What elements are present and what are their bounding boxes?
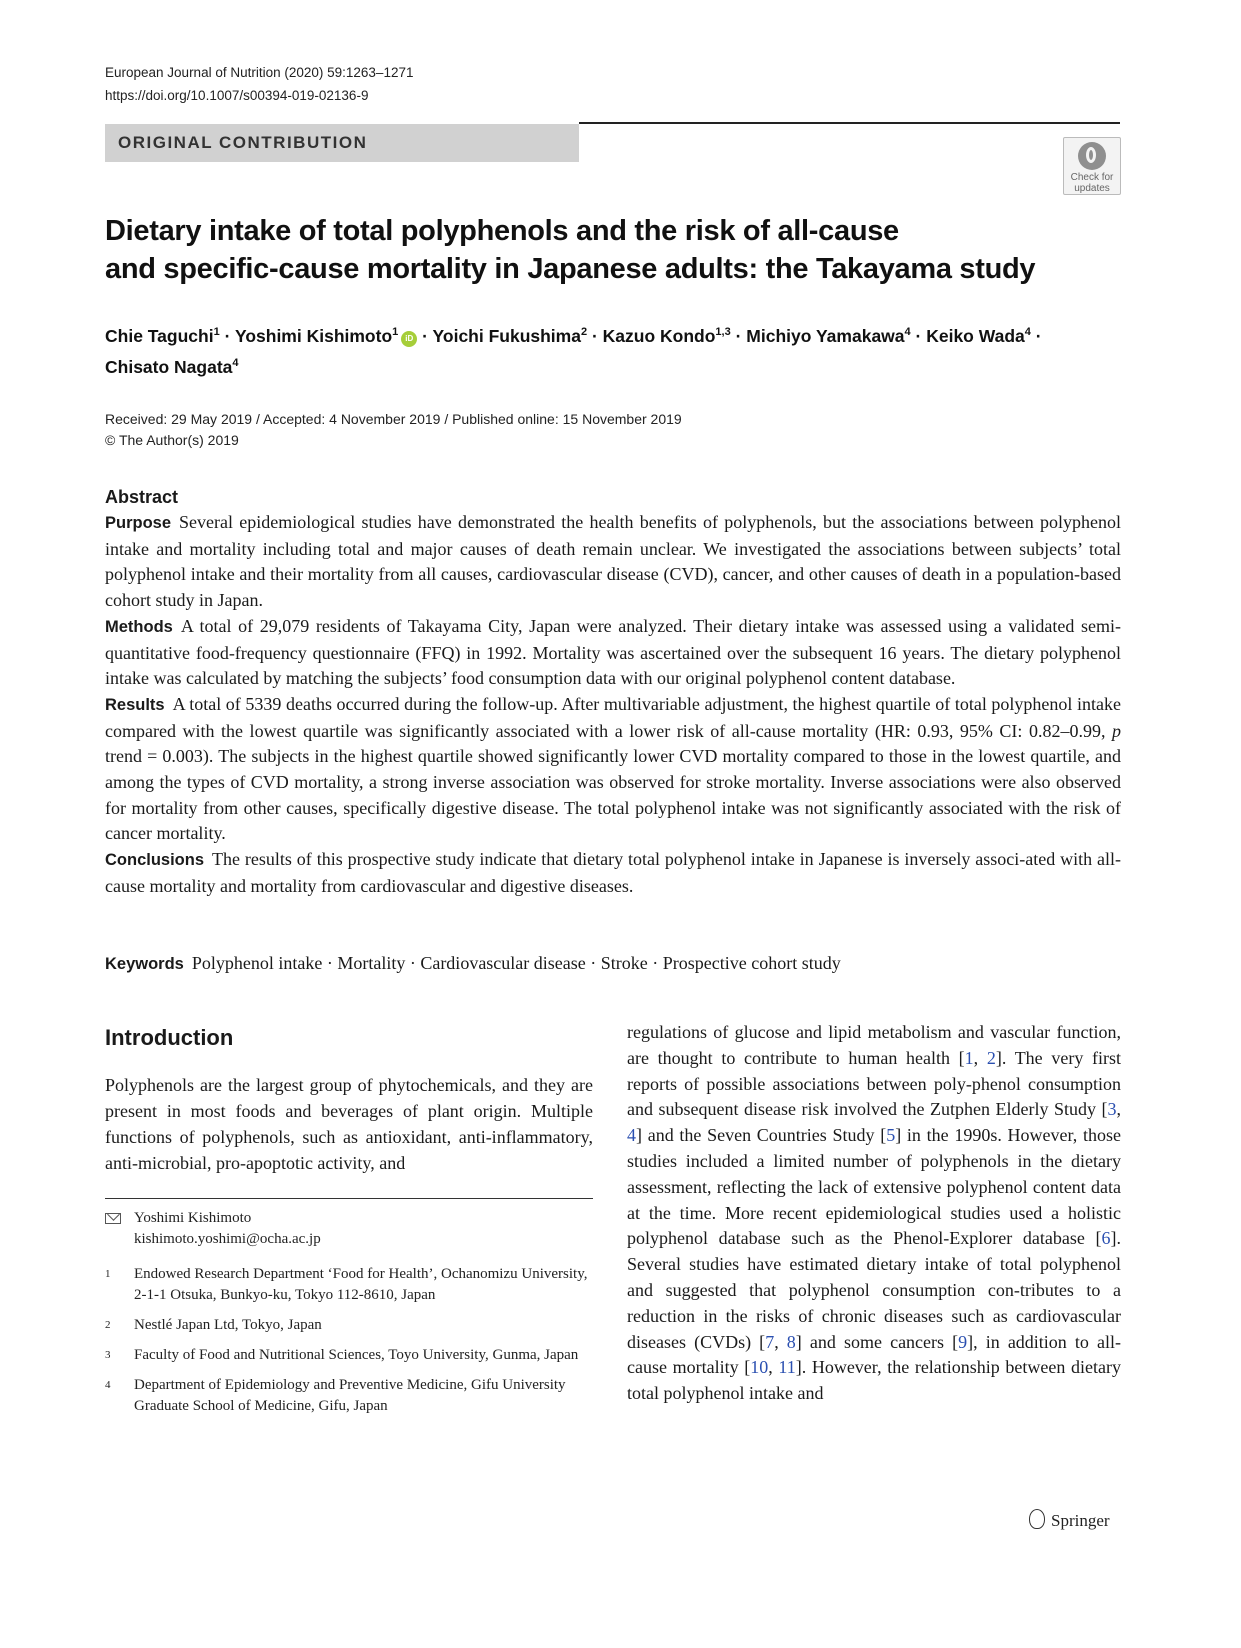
author-affiliation: 4 [232, 356, 239, 369]
intro-text: ], in addition to all-cause mortality [ [627, 1331, 1121, 1378]
intro-right-column [627, 1020, 1121, 1407]
footnotes [105, 1208, 593, 1426]
check-for-updates-icon [1078, 142, 1106, 170]
author-name[interactable]: Yoshimi Kishimoto [234, 325, 393, 346]
author-affiliation: 4 [1024, 326, 1031, 338]
conclusions-label: Conclusions [105, 851, 205, 870]
doi-link[interactable]: https://doi.org/10.1007/s00394-019-02136-9 [105, 88, 369, 103]
affiliation-number: 4 [105, 1379, 111, 1391]
intro-text: ]. Several studies have estimated dietary intake of total polyphenol and suggested that polyphenol consumption con-tributes to a reduction in the risks of chronic diseases such as cardiovascular diseases (CVDs) [ [627, 1228, 1121, 1352]
author-name[interactable]: Michiyo Yamakawa [746, 325, 905, 346]
check-for-updates-label: Check for updates [1070, 172, 1114, 194]
citation-sep: , [774, 1331, 787, 1352]
purpose-text: Several epidemiological studies have demonstrated the health benefits of polyphenols, but the associations between polyphenol intake and mortality including total and major causes of death remain unclear. We investigated the associations between subjects’ total polyphenol intake and their mortality from all causes, cardiovascular disease (CVD), cancer, and other causes of death in a population-based cohort study in Japan. [105, 512, 1121, 611]
header-rule [579, 122, 1120, 124]
author-affiliation: 1,3 [715, 326, 731, 338]
methods-text: A total of 29,079 residents of Takayama City, Japan were analyzed. Their dietary intake was assessed using a validated semi-quantitative food-frequency questionnaire (FFQ) in 1992. Mortality was ascertained over the subsequent 16 years. The dietary polyphenol intake was calculated by matching the subjects’ food consumption data with our original polyphenol content database. [105, 615, 1121, 689]
citation-link[interactable]: 10 [750, 1357, 769, 1378]
intro-text: ]. The very first reports of possible associations between poly-phenol consumption and subsequent disease risk involved the Zutphen Elderly Study [ [627, 1047, 1122, 1120]
intro-text: regulations of glucose and lipid metabolism and vascular function, are thought to contribute to human health [ [627, 1022, 1121, 1068]
keywords-text: Polyphenol intake · Mortality · Cardiovascular disease · Stroke · Prospective cohort study [191, 953, 841, 973]
intro-text: ] and some cancers [ [795, 1331, 959, 1352]
intro-left-column [105, 1072, 593, 1176]
title-line-2: and specific-cause mortality in Japanese adults: the Takayama study [105, 253, 1036, 285]
affiliation-item [105, 1315, 593, 1336]
keywords [105, 951, 841, 977]
abstract-conclusions [105, 847, 1121, 899]
affiliation-item [105, 1345, 593, 1366]
publisher-logo [1029, 1509, 1110, 1531]
p-symbol: p [1112, 720, 1122, 741]
author-affiliation: 4 [904, 326, 911, 338]
results-text: A total of 5339 deaths occurred during the follow-up. After multivariable adjustment, the highest quartile of total polyphenol intake compared with the lowest quartile was significantly associated with a lower risk of all-cause mortality (HR: 0.93, 95% CI: 0.82–0.99, [105, 693, 1121, 741]
affiliation-item [105, 1264, 593, 1306]
envelope-icon [105, 1213, 121, 1224]
author-name[interactable]: Chisato Nagata [105, 356, 233, 377]
results-label: Results [105, 695, 165, 714]
citation-link[interactable]: 11 [778, 1357, 796, 1378]
citation-link[interactable]: 7 [765, 1331, 775, 1352]
conclusions-text: The results of this prospective study indicate that dietary total polyphenol intake in Japanese is inversely associ-ated with all-cause mortality and mortality from cardiovascular and digestive diseases. [105, 849, 1121, 896]
citation-link[interactable]: 1 [964, 1047, 974, 1068]
intro-text: ]. However, the relationship between dietary total polyphenol intake and [627, 1357, 1121, 1404]
corresponding-author [105, 1208, 593, 1250]
introduction-heading: Introduction [105, 1025, 234, 1050]
author-name[interactable]: Keiko Wada [926, 325, 1025, 346]
intro-text: ] in the 1990s. However, those studies included a limited number of polyphenols in the dietary assessment, reflecting the lack of extensive polyphenol content data at the time. More recent epidemiological studies used a holistic polyphenol database such as the Phenol-Explorer database [ [627, 1125, 1121, 1249]
citation-link[interactable]: 9 [958, 1331, 968, 1352]
footnote-rule [105, 1198, 593, 1199]
abstract-results [105, 692, 1121, 847]
springer-horse-icon [1029, 1509, 1045, 1529]
citation-link[interactable]: 3 [1107, 1099, 1117, 1120]
citation-link[interactable]: 6 [1101, 1228, 1111, 1249]
abstract-heading: Abstract [105, 487, 179, 507]
methods-label: Methods [105, 617, 173, 636]
affiliation-text: Endowed Research Department ‘Food for Health’, Ochanomizu University, 2-1-1 Otsuka, Bunkyo-ku, Tokyo 112-8610, Japan [134, 1266, 588, 1303]
author-list: Chie Taguchi$^1$ · Yoshimi Kishimoto$^1$iD · Yoichi Fukushima$^2$ · Kazuo Kondo$^{1,3}$ · Michiyo Yamakawa$^4$ · Keiko Wada$^4$ · Chisato Nagata$^4$ [105, 325, 1042, 377]
title-line-1: Dietary intake of total polyphenols and the risk of all-cause [105, 215, 899, 247]
citation-link[interactable]: 8 [786, 1331, 796, 1352]
citation-sep: , [768, 1357, 779, 1378]
affiliation-number: 3 [105, 1349, 111, 1361]
affiliation-text: Faculty of Food and Nutritional Sciences, Toyo University, Gunma, Japan [134, 1347, 579, 1363]
intro-paragraph-cont [627, 1020, 1121, 1407]
corresponding-email[interactable]: kishimoto.yoshimi@ocha.ac.jp [134, 1231, 321, 1247]
abstract-methods [105, 614, 1121, 692]
citation-sep: , [973, 1047, 987, 1068]
dates-line: Received: 29 May 2019 / Accepted: 4 November 2019 / Published online: 15 November 2019 [105, 411, 682, 427]
citation-link[interactable]: 2 [986, 1047, 996, 1068]
affiliation-text: Nestlé Japan Ltd, Tokyo, Japan [134, 1317, 322, 1333]
article-title [105, 212, 1105, 288]
keywords-label: Keywords [105, 955, 184, 973]
citation-sep: , [1116, 1099, 1121, 1120]
citation-link[interactable]: 4 [627, 1125, 636, 1146]
author-name[interactable]: Chie Taguchi [105, 325, 214, 346]
corresponding-name: Yoshimi Kishimoto [134, 1210, 252, 1226]
author-name[interactable]: Kazuo Kondo [602, 325, 716, 346]
author-name[interactable]: Yoichi Fukushima [432, 325, 581, 346]
author-affiliation: 2 [580, 326, 588, 338]
publication-dates [105, 409, 682, 451]
publisher-name: Springer [1051, 1511, 1110, 1530]
author-affiliation: 1 [392, 326, 399, 338]
journal-citation: European Journal of Nutrition (2020) 59:1263–1271 [105, 65, 414, 80]
copyright-line: © The Author(s) 2019 [105, 432, 239, 448]
check-for-updates-badge[interactable] [1063, 137, 1121, 195]
purpose-label: Purpose [105, 514, 172, 532]
affiliation-text: Department of Epidemiology and Preventive Medicine, Gifu University Graduate School of Medicine, Gifu, Japan [134, 1377, 566, 1414]
abstract-purpose [105, 510, 1121, 614]
author-affiliation: 1 [213, 326, 220, 338]
results-text-cont: trend = 0.003). The subjects in the highest quartile showed significantly lower CVD mortality compared to those in the lowest quartile, and among the types of CVD mortality, a strong inverse association was observed for stroke mortality. Inverse associations were also observed for mortality from other causes, specifically digestive disease. The total polyphenol intake was not significantly associated with the risk of cancer mortality. [105, 746, 1121, 844]
affiliation-item [105, 1375, 593, 1417]
affiliation-number: 1 [105, 1268, 111, 1280]
affiliation-number: 2 [105, 1319, 111, 1331]
orcid-icon[interactable]: iD [401, 331, 417, 347]
intro-text: ] and the Seven Countries Study [ [636, 1125, 887, 1146]
section-banner: ORIGINAL CONTRIBUTION [105, 124, 579, 162]
citation-link[interactable]: 5 [886, 1125, 896, 1146]
abstract-body [105, 510, 1121, 900]
intro-paragraph: Polyphenols are the largest group of phytochemicals, and they are present in most foods and beverages of plant origin. Multiple functions of polyphenols, such as antioxidant, anti-inflammatory, anti-microbial, pro-apoptotic activity, and [105, 1075, 593, 1173]
